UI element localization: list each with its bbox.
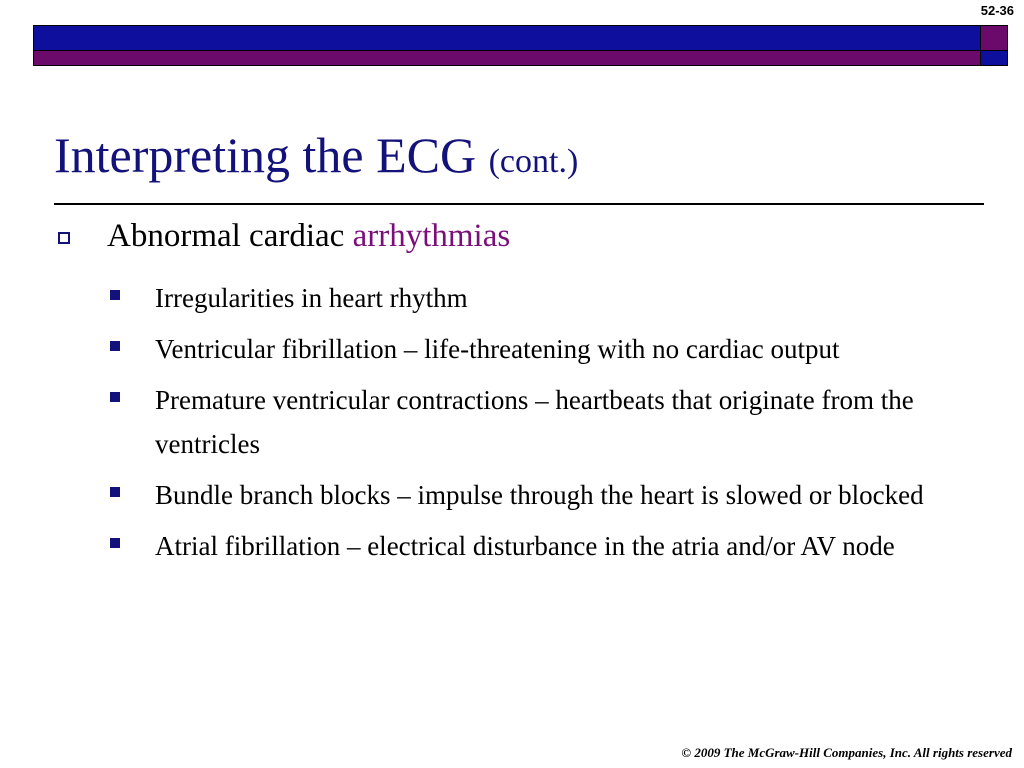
bullet-highlight: arrhythmias — [352, 218, 511, 254]
bullet-text — [107, 218, 510, 255]
header-band-purple — [33, 50, 1008, 66]
slide-title-main: Interpreting the ECG — [54, 127, 477, 183]
header-corner-square-purple — [980, 25, 1008, 51]
square-bullet-icon — [110, 341, 120, 351]
list-item-text: Atrial fibrillation – electrical disturbance in the atria and/or AV node — [155, 531, 895, 561]
square-bullet-icon — [110, 538, 120, 548]
list-item-text: Bundle branch blocks – impulse through the heart is slowed or blocked — [155, 480, 924, 510]
slide-number: 52-36 — [980, 3, 1014, 18]
list-item-text: Ventricular fibrillation – life-threatening with no cardiac output — [155, 334, 840, 364]
list-item-text: Premature ventricular contractions – heartbeats that originate from the ventricles — [155, 385, 914, 459]
hollow-square-bullet-icon — [58, 232, 70, 244]
list-item — [110, 276, 990, 320]
header-band-blue — [33, 25, 1008, 51]
list-item — [110, 524, 990, 568]
slide-title-suffix: (cont.) — [488, 143, 579, 180]
square-bullet-icon — [110, 290, 120, 300]
title-divider — [54, 203, 984, 205]
slide-title — [54, 127, 579, 183]
sub-bullet-list — [110, 276, 990, 575]
list-item-text: Irregularities in heart rhythm — [155, 283, 468, 313]
list-item — [110, 378, 990, 466]
square-bullet-icon — [110, 392, 120, 402]
bullet-lead: Abnormal cardiac — [107, 218, 345, 254]
square-bullet-icon — [110, 487, 120, 497]
list-item — [110, 327, 990, 371]
list-item — [110, 473, 990, 517]
header-corner-square-blue — [980, 50, 1008, 66]
copyright-footer: © 2009 The McGraw-Hill Companies, Inc. All rights reserved — [681, 745, 1012, 760]
